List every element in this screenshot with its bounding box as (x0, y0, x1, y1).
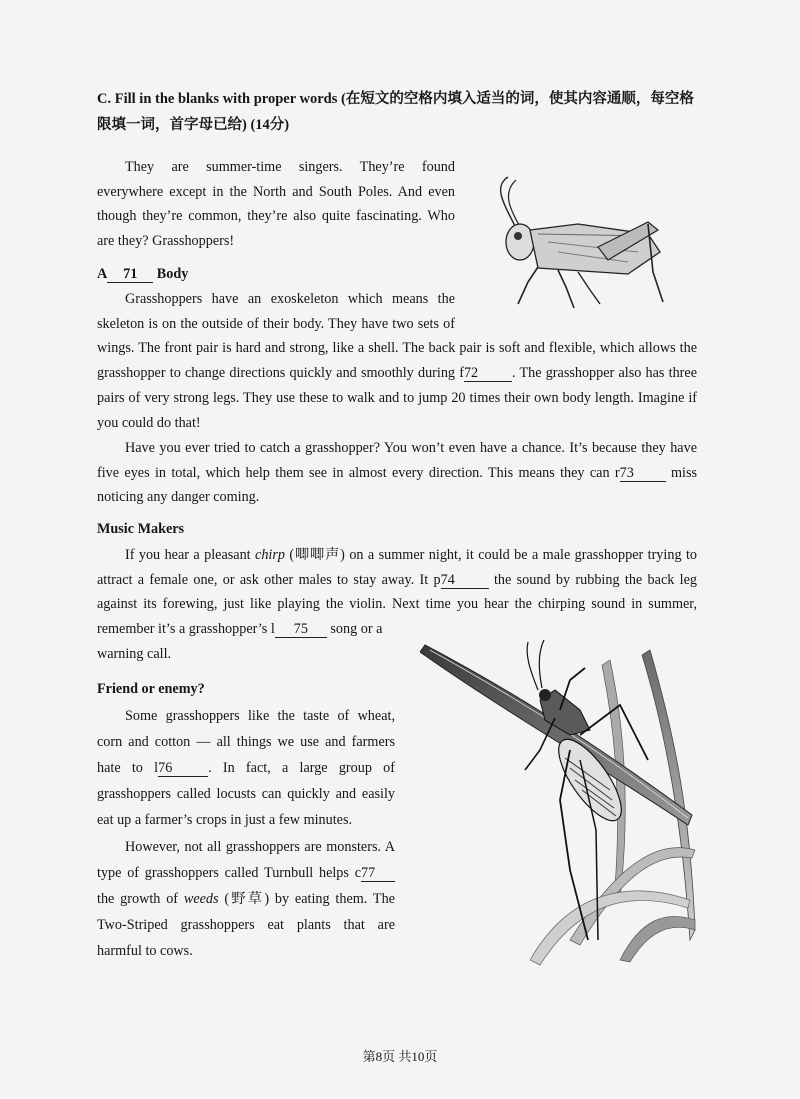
p4-line-3 (97, 755, 395, 781)
p3-line-2b: the sound by rubbing the back leg (493, 571, 698, 588)
p4-line-5: eat up a farmer’s crops in just a few minutes. (97, 812, 353, 828)
p5-line-3b: (野草) by eating them. The (218, 891, 395, 907)
blank-74[interactable]: 74 (441, 572, 489, 589)
heading-a-suffix: Body (156, 266, 189, 282)
p1-line-2: skeleton is on the outside of their body. They have two sets of (97, 315, 455, 332)
intro-line-3: though they’re common, they’re also quite fascinating. Who (97, 208, 455, 225)
friend-paragraph (97, 703, 395, 833)
intro-line-2: everywhere except in the North and South Poles. And even (97, 183, 455, 200)
p3-line-5: warning call. (97, 645, 172, 662)
p1-line-4b: . The grasshopper also has three (511, 365, 697, 382)
p1-line-1: Grasshoppers have an exoskeleton which means the (125, 291, 455, 307)
p2-line-1: Have you ever tried to catch a grasshopper? You won’t even have a chance. It’s because they have (125, 440, 697, 456)
intro-paragraph (97, 155, 455, 254)
grasshopper-on-grass-illustration (420, 640, 700, 970)
p5-line-5: harmful to cows. (97, 943, 193, 959)
turnbull-paragraph (97, 834, 395, 964)
p5-line-1: However, not all grasshoppers are monsters. A (125, 839, 395, 855)
section-title: C. Fill in the blanks with proper words (在短文的空格内填入适当的词，使其内容通顺，每空格限填一词，首字母已给) (14分) (97, 91, 694, 133)
p1-line-4a: grasshopper to change directions quickly and smoothly during f (97, 365, 464, 382)
p5-line-3 (97, 886, 395, 912)
p5-weeds: weeds (183, 891, 219, 907)
blank-73[interactable]: 73 (620, 465, 666, 482)
intro-line-1: They are summer-time singers. They’re found (125, 159, 455, 175)
p1-line-4 (97, 361, 697, 386)
p4-line-2: corn and cotton — all things we use and farmers (97, 734, 395, 750)
p2-line-2b: miss (670, 464, 698, 481)
p2-line-2a: five eyes in total, which help them see in almost every direction. This means they can r (97, 464, 620, 481)
blank-75[interactable]: 75 (275, 621, 327, 638)
p4-line-3a: hate to l (97, 760, 159, 776)
p3-line-1a: If you hear a pleasant (125, 547, 256, 563)
p5-line-2 (97, 860, 395, 886)
p4-line-4: grasshoppers called locusts can quickly and easily (97, 786, 395, 802)
p3-line-3: against its forewing, just like playing the violin. Next time you hear the chirping sound in summer, (97, 596, 697, 613)
heading-friend-or-enemy: Friend or enemy? (97, 681, 205, 697)
p3-line-1 (97, 543, 697, 568)
heading-a-body (97, 266, 188, 283)
blank-77[interactable]: 77 (361, 865, 395, 882)
eyes-paragraph (97, 436, 697, 510)
p3-line-4b: song or a (330, 621, 383, 638)
heading-a-prefix: A (97, 266, 108, 282)
heading-music-makers: Music Makers (97, 521, 185, 537)
p5-line-4: Two-Striped grasshoppers eat plants that are (97, 917, 395, 933)
p3-line-1b: (唧唧声) on a summer night, it could be a male grasshopper trying to (284, 547, 697, 563)
blank-72[interactable]: 72 (464, 365, 512, 382)
p4-line-1: Some grasshoppers like the taste of wheat, (125, 708, 395, 724)
p2-line-3: noticing any danger coming. (97, 489, 260, 506)
blank-76[interactable]: 76 (158, 760, 208, 777)
blank-71[interactable]: 71 (107, 266, 153, 283)
p2-line-2 (97, 461, 697, 486)
p3-chirp: chirp (255, 547, 285, 563)
p3-line-4a: remember it’s a grasshopper’s l (97, 621, 275, 638)
intro-line-4: are they? Grasshoppers! (97, 233, 235, 250)
page-number-footer: 第8页 共10页 (362, 1049, 438, 1064)
p3-line-4 (97, 617, 697, 642)
p3-line-2a: attract a female one, or ask other males to stay away. It p (97, 571, 441, 588)
p1-line-5: pairs of very strong legs. They use these to walk and to jump 20 times their own body length. Imagine if (97, 389, 697, 406)
p5-line-2a: type of grasshoppers called Turnbull helps c (97, 865, 361, 881)
p1-line-3: wings. The front pair is hard and strong, like a shell. The back pair is soft and flexible, which allows the (97, 340, 697, 357)
body-paragraph (97, 287, 697, 435)
p5-line-3a: the growth of (97, 891, 184, 907)
p4-line-3b: . In fact, a large group of (208, 760, 395, 776)
p1-line-6: you could do that! (97, 414, 201, 431)
p3-line-2 (97, 568, 697, 593)
